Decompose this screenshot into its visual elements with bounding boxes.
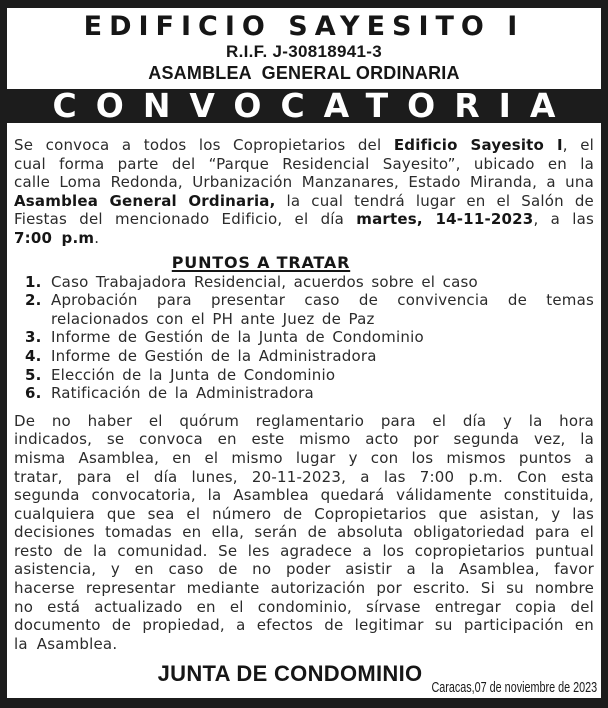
- agenda-item-number: 2.: [25, 291, 42, 310]
- bold-text-run: Edificio Sayesito I: [393, 136, 563, 154]
- second-call-paragraph: De no haber el quórum reglamentario para el día y la hora indicados, se convoca en este mismo acto por segunda vez, la misma Asamblea, en el mismo lugar y con los mismos puntos a tratar, para el día lunes, 20-11-2023, a las 7:00 p.m. Con esta segunda convocatoria, la Asamblea quedará válidamente constituida, cualquiera que sea el número de Copropietarios que asistan, y las decisiones tomadas en ella, serán de absoluta obligatoriedad para el resto de la comunidad. Se les agradece a los copropietarios puntual asistencia, y en caso de no poder asistir a la Asamblea, favor hacerse representar mediante autorización por escrito. Si su nombre no está actualizado en el condominio, sírvase entregar copia del documento de propiedad, a efectos de legitimar su participación en la Asamblea.: [14, 411, 594, 653]
- text-run: la cual tendrá lugar en el Salón de Fiestas del mencionado Edificio, el día: [14, 191, 594, 229]
- agenda-item-text: Informe de Gestión de la Administradora: [51, 346, 377, 365]
- bold-text-run: 7:00 p.m: [14, 228, 95, 247]
- agenda-item-number: 6.: [25, 384, 42, 403]
- bold-text-run: martes, 14-11-2023: [356, 210, 534, 229]
- agenda-item: [25, 291, 594, 328]
- dateline: Caracas,07 de noviembre de 2023: [431, 679, 597, 696]
- convocatoria-banner: [7, 86, 601, 125]
- agenda-item: [25, 347, 594, 366]
- text-run: Se convoca a todos los Copropietarios del: [14, 136, 394, 154]
- agenda-item-text: Informe de Gestión de la Junta de Condominio: [51, 328, 424, 347]
- agenda-item-text: Elección de la Junta de Condominio: [51, 365, 336, 384]
- notice-footer: [7, 654, 601, 698]
- agenda-item-number: 3.: [25, 328, 42, 347]
- signature-line: JUNTA DE CONDOMINIO: [157, 661, 423, 686]
- agenda-item-text: Aprobación para presentar caso de convivencia de temas relacionados con el PH ante Juez de Paz: [51, 291, 594, 328]
- agenda-item-text: Ratificación de la Administradora: [51, 384, 314, 403]
- agenda-item: [25, 384, 594, 403]
- notice-header: [7, 8, 601, 84]
- agenda-item: [25, 328, 594, 347]
- agenda-list: [14, 273, 594, 403]
- text-run: , a las: [533, 210, 595, 229]
- agenda-item-number: 4.: [25, 346, 42, 365]
- notice-body: [7, 136, 601, 653]
- building-title: EDIFICIO SAYESITO I: [83, 11, 525, 42]
- intro-paragraph: [14, 136, 594, 248]
- agenda-item: [25, 273, 594, 292]
- agenda-item-number: 5.: [25, 365, 42, 384]
- text-run: , el cual forma parte del “Parque Residencial Sayesito”, ubicado en la calle Loma Redonda, Urbanización Manzanares, Estado Miranda, a una: [14, 136, 595, 192]
- agenda-heading: [0, 253, 551, 272]
- rif-number: R.I.F. J-30818941-3: [226, 42, 382, 61]
- bold-text-run: Asamblea General Ordinaria,: [14, 191, 276, 210]
- assembly-type-subtitle: ASAMBLEA GENERAL ORDINARIA: [148, 63, 460, 83]
- agenda-heading-text: PUNTOS A TRATAR: [171, 252, 351, 272]
- text-run: .: [94, 228, 100, 247]
- agenda-item: [25, 366, 594, 385]
- convocatoria-banner-text: CONVOCATORIA: [52, 86, 575, 125]
- agenda-item-number: 1.: [25, 272, 42, 291]
- agenda-item-text: Caso Trabajadora Residencial, acuerdos sobre el caso: [51, 272, 478, 291]
